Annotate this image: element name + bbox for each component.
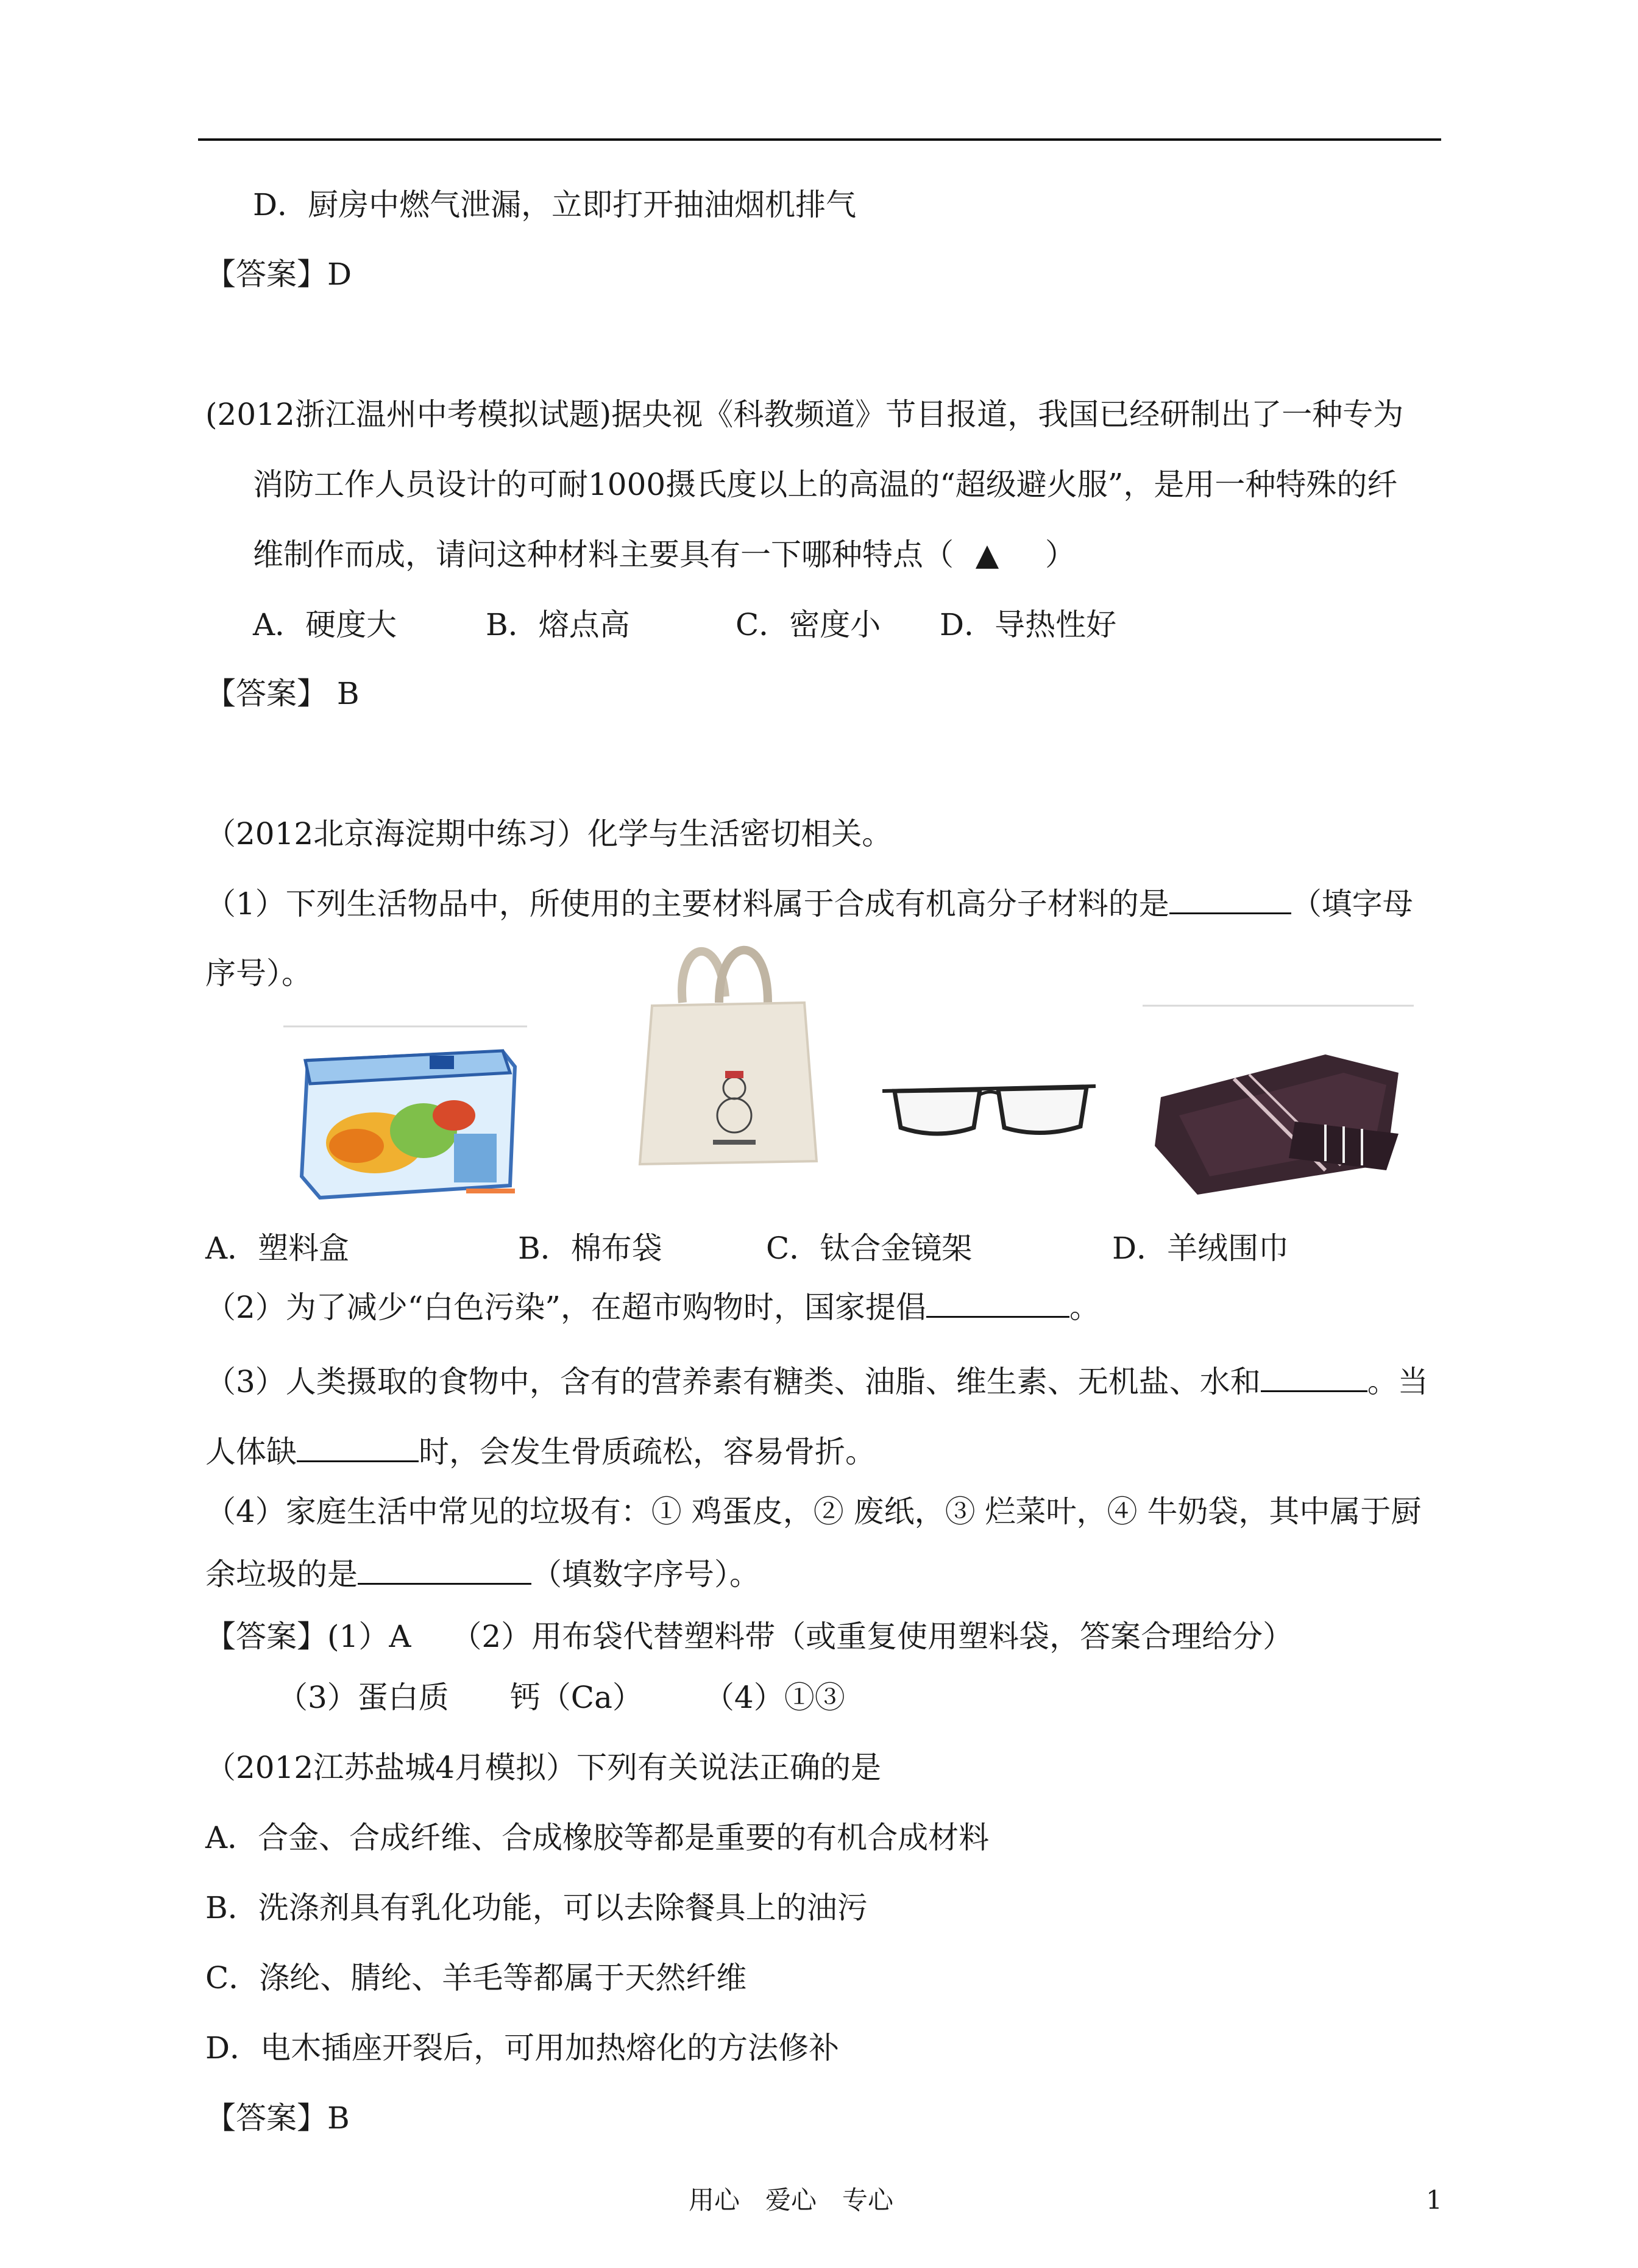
plastic-box-picture <box>283 1024 533 1207</box>
q1-answer: 【答案】D <box>205 257 352 292</box>
q2-line3-end: ） <box>1045 537 1076 572</box>
q2-line3-text: 维制作而成，请问这种材料主要具有一下哪种特点（ <box>253 537 954 572</box>
q3-part3-line1 <box>205 1363 1428 1400</box>
q3-part2-suffix: 。 <box>1069 1290 1100 1325</box>
q3-part3-suffix: 。当 <box>1367 1364 1428 1399</box>
q1-option-d: D．厨房中燃气泄漏，立即打开抽油烟机排气 <box>253 187 857 222</box>
q3-item-d-label: D．羊绒围巾 <box>1112 1231 1289 1266</box>
q2-line2: 消防工作人员设计的可耐1000摄氏度以上的高温的“超级避火服”，是用一种特殊的纤 <box>253 467 1398 502</box>
q3-part3-end: 时，会发生骨质疏松，容易骨折。 <box>419 1434 876 1470</box>
q3-answer-line2: （3）蛋白质 钙（Ca） （4）①③ <box>277 1680 845 1715</box>
q3-part2 <box>205 1289 1100 1326</box>
q2-answer: 【答案】 B <box>205 676 360 711</box>
answer-blank <box>1261 1363 1367 1392</box>
q3-item-b-label: B．棉布袋 <box>518 1231 662 1266</box>
q3-part3-text: （3）人类摄取的食物中，含有的营养素有糖类、油脂、维生素、无机盐、水和 <box>205 1364 1261 1399</box>
q3-part1-line1 <box>205 886 1413 922</box>
q3-answer-line1: 【答案】(1）A （2）用布袋代替塑料带（或重复使用塑料袋，答案合理给分） <box>205 1619 1294 1654</box>
scarf-picture <box>1143 1000 1417 1201</box>
q2-line3 <box>253 536 1076 573</box>
triangle-mark-icon: ▲ <box>975 537 999 572</box>
q4-option-d: D．电木插座开裂后，可用加热熔化的方法修补 <box>205 2030 840 2066</box>
q2-line1: (2012浙江温州中考模拟试题)据央视《科教频道》节目报道，我国已经研制出了一种专为 <box>205 397 1404 432</box>
q4-option-b: B．洗涤剂具有乳化功能，可以去除餐具上的油污 <box>205 1890 868 1925</box>
answer-blank <box>1169 886 1291 914</box>
q4-option-c: C．涤纶、腈纶、羊毛等都属于天然纤维 <box>205 1960 747 1996</box>
q3-part4-line1: （4）家庭生活中常见的垃圾有：① 鸡蛋皮，② 废纸，③ 烂菜叶，④ 牛奶袋，其中属于厨 <box>205 1494 1422 1529</box>
q3-part1-line2: 序号）。 <box>205 956 312 991</box>
q2-option-c: C．密度小 <box>736 607 881 642</box>
q3-part4-line2 <box>205 1556 760 1593</box>
answer-blank <box>926 1289 1069 1318</box>
q3-part3-lead: 人体缺 <box>205 1434 297 1470</box>
page-number: 1 <box>1426 2185 1442 2215</box>
footer-motto: 用心 爱心 专心 <box>689 2185 894 2215</box>
answer-blank <box>358 1556 531 1585</box>
q3-part4-lead: 余垃圾的是 <box>205 1557 358 1592</box>
q4-option-a: A．合金、合成纤维、合成橡胶等都是重要的有机合成材料 <box>205 1820 990 1855</box>
answer-blank <box>297 1434 419 1462</box>
q3-part1-suffix: （填字母 <box>1291 886 1413 922</box>
q3-part1-text: （1）下列生活物品中，所使用的主要材料属于合成有机高分子材料的是 <box>205 886 1169 922</box>
q3-part4-end: （填数字序号）。 <box>531 1557 760 1592</box>
q3-item-a-label: A．塑料盒 <box>205 1231 350 1266</box>
q3-part3-line2 <box>205 1434 876 1470</box>
header-rule <box>198 138 1441 141</box>
cotton-bag-picture <box>628 930 829 1167</box>
q2-option-a: A．硬度大 <box>253 607 397 642</box>
q3-part2-text: （2）为了减少“白色污染”，在超市购物时，国家提倡 <box>205 1290 926 1325</box>
q3-item-c-label: C．钛合金镜架 <box>766 1231 973 1266</box>
q2-option-b: B．熔点高 <box>486 607 630 642</box>
q2-option-d: D．导热性好 <box>940 607 1117 642</box>
q4-answer: 【答案】B <box>205 2100 350 2136</box>
glasses-picture <box>882 1079 1096 1146</box>
q3-intro: （2012北京海淀期中练习）化学与生活密切相关。 <box>205 816 893 851</box>
q4-intro: （2012江苏盐城4月模拟）下列有关说法正确的是 <box>205 1750 882 1785</box>
